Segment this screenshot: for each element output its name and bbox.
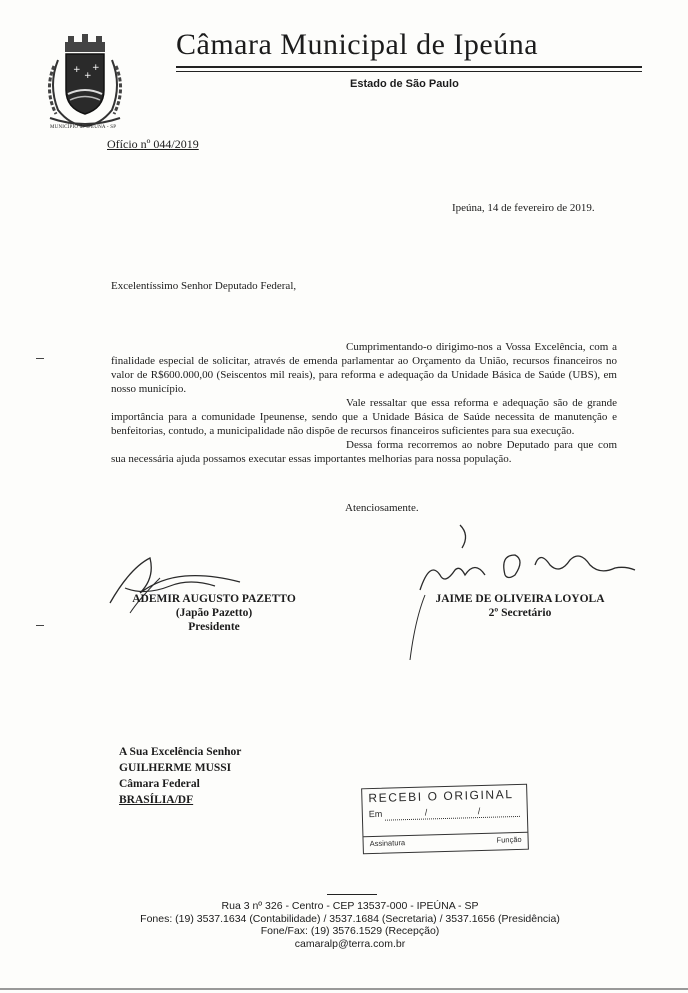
svg-text:+: + (84, 71, 92, 81)
salutation: Excelentíssimo Senhor Deputado Federal, (111, 280, 297, 292)
footer-rule (327, 894, 377, 895)
stamp-date-label: Em (368, 808, 383, 820)
stamp-signature-label: Assinatura (369, 838, 406, 849)
recipient-city: BRASÍLIA/DF (119, 794, 194, 806)
letter-body (111, 340, 617, 466)
footer-phones: Fones: (19) 3537.1634 (Contabilidade) / 3537.1684 (Secretaria) / 3537.1656 (Presidência) (140, 912, 560, 925)
received-stamp (361, 784, 529, 855)
paragraph-2: Vale ressaltar que essa reforma e adequação são de grande importância para a comunidade Ipeunense, sendo que a Unidade Básica de Saúde necessita de manutenção e benfeitorias, contudo, a municipalidade não dispõe de recursos financeiros suficientes para sua execução. (111, 397, 617, 437)
recipient-block (119, 744, 241, 808)
footer-email: camaralp@terra.com.br (294, 937, 406, 950)
stamp-title: RECEBI O ORIGINAL (368, 787, 514, 806)
signatory-left-role: Presidente (188, 621, 240, 633)
svg-text:+: + (92, 63, 100, 73)
footer (90, 900, 610, 950)
title-rule-thin (176, 71, 642, 72)
signatory-right-name: JAIME DE OLIVEIRA LOYOLA (435, 593, 605, 605)
margin-mark (36, 625, 44, 626)
signatory-right-role: 2º Secretário (488, 607, 552, 619)
recipient-org: Câmara Federal (119, 778, 200, 790)
paragraph-1: Cumprimentando-o dirigimo-nos a Vossa Excelência, com a finalidade especial de solicitar, através de emenda parlamentar ao Orçamento da União, recursos financeiros no valor de R$600.000,00 (Seiscentos mil reais), para reforma e adequação da Unidade Básica de Saúde (UBS), em nosso município. (111, 341, 617, 395)
paragraph-3: Dessa forma recorremos ao nobre Deputado para que com sua necessária ajuda possamos executar essas importantes melhorias para nossa população. (111, 439, 617, 465)
stamp-function-label: Função (496, 834, 522, 845)
svg-text:+: + (73, 65, 81, 75)
letter-date: Ipeúna, 14 de fevereiro de 2019. (452, 202, 595, 214)
stamp-date-value: / / (424, 805, 505, 818)
signatory-left (119, 592, 309, 634)
recipient-line1: A Sua Excelência Senhor (119, 746, 242, 758)
chamber-title: Câmara Municipal de Ipeúna (176, 28, 539, 61)
page-bottom-edge (0, 988, 688, 990)
closing: Atenciosamente. (345, 502, 419, 514)
municipal-crest-icon (40, 30, 130, 130)
signatory-left-name: ADEMIR AUGUSTO PAZETTO (132, 593, 296, 605)
footer-fax: Fone/Fax: (19) 3576.1529 (Recepção) (260, 925, 440, 937)
signatory-left-nickname: (Japão Pazetto) (175, 607, 253, 619)
footer-address: Rua 3 nº 326 - Centro - CEP 13537-000 - IPEÚNA - SP (221, 900, 479, 912)
crest-caption: MUNICÍPIO de IPEÚNA - SP (50, 125, 117, 130)
margin-mark (36, 358, 44, 359)
state-subtitle: Estado de São Paulo (350, 78, 459, 90)
title-rule-thick (176, 66, 642, 68)
recipient-name: GUILHERME MUSSI (119, 762, 232, 774)
signatory-right (420, 592, 620, 620)
oficio-number: Ofício nº 044/2019 (107, 137, 199, 151)
